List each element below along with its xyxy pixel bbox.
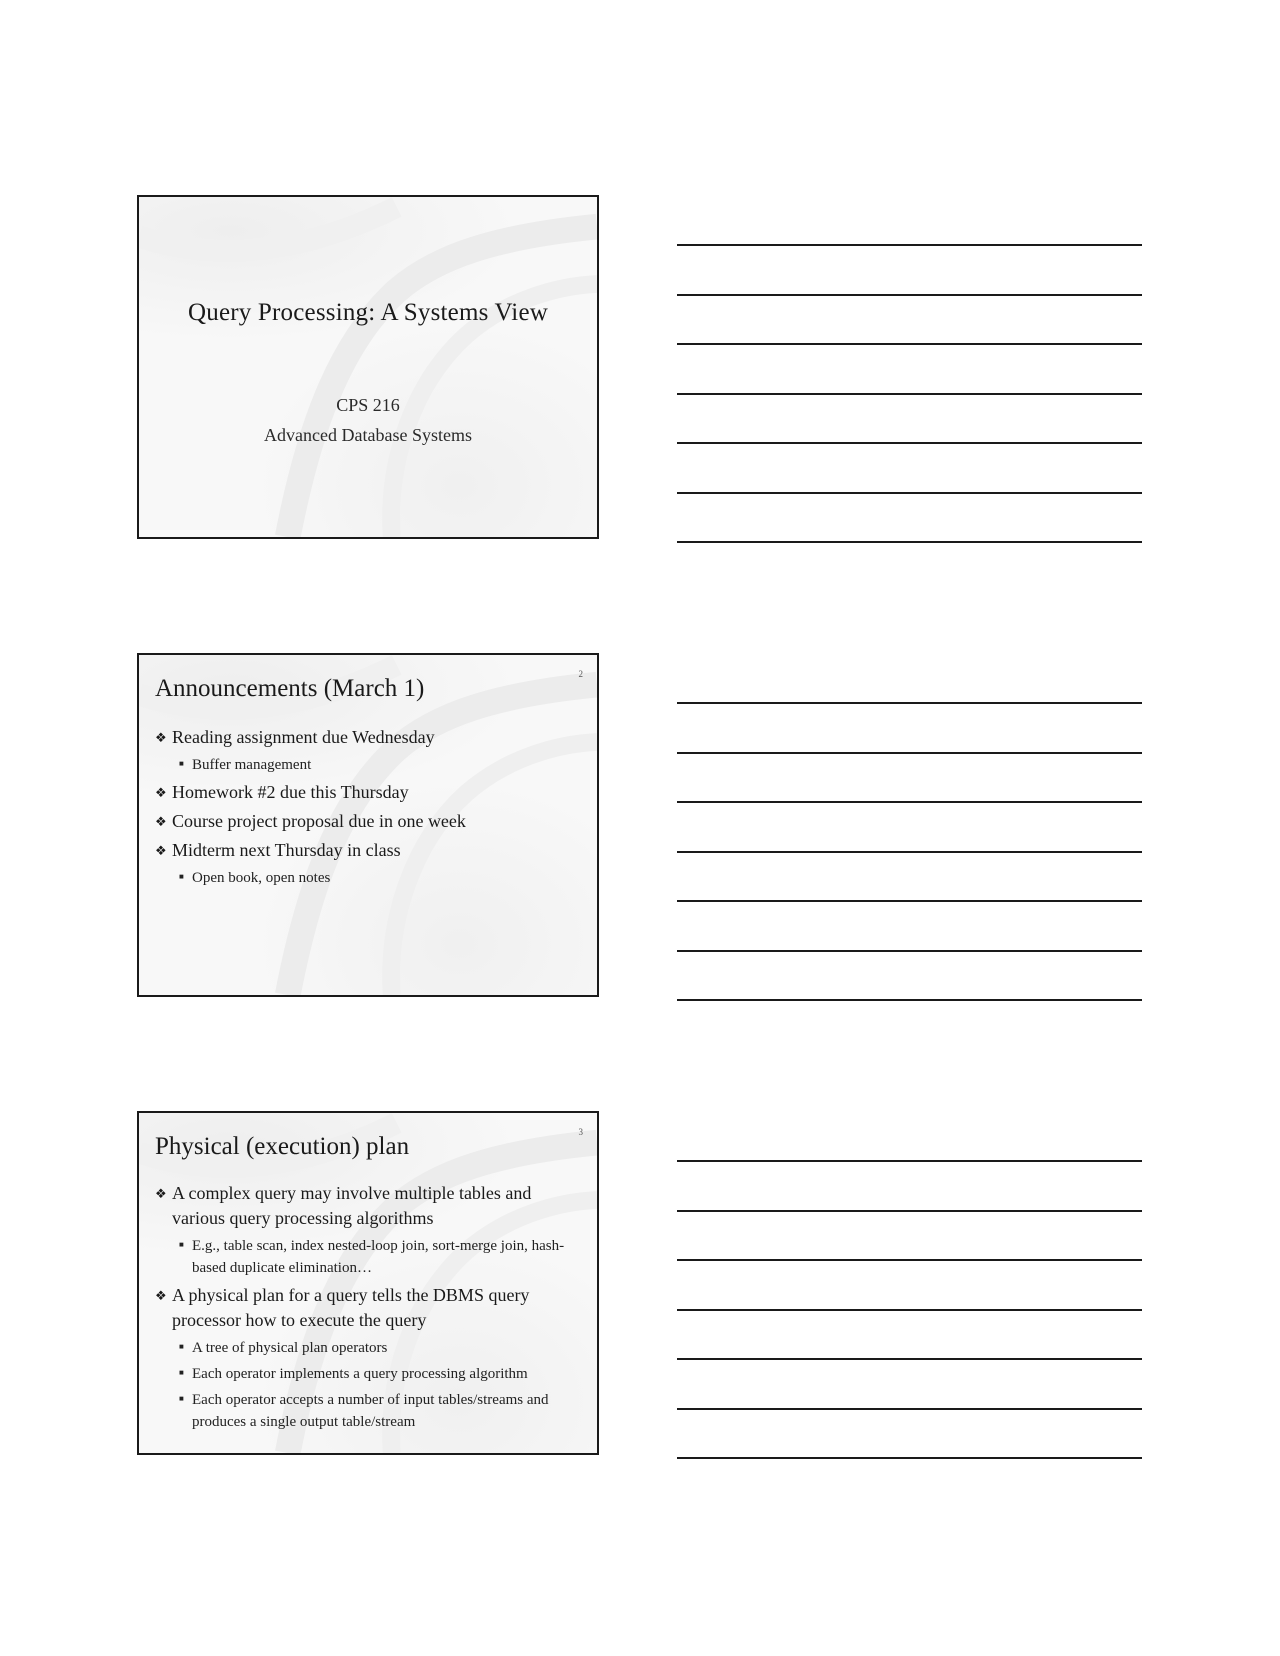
bullet-item: ❖ A complex query may involve multiple tables and various query processing algorithms [155, 1183, 532, 1228]
sub-bullet-item: ■ Each operator implements a query processing algorithm [155, 1363, 583, 1385]
note-line [677, 752, 1142, 754]
note-line [677, 1160, 1142, 1162]
course-code: CPS 216 [336, 395, 400, 415]
bullet-item: ❖ Midterm next Thursday in class [155, 838, 583, 863]
square-bullet-icon: ■ [179, 1368, 184, 1377]
diamond-bullet-icon: ❖ [155, 1288, 167, 1303]
note-line [677, 900, 1142, 902]
note-line [677, 1309, 1142, 1311]
diamond-bullet-icon: ❖ [155, 814, 167, 829]
square-bullet-icon: ■ [179, 872, 184, 881]
bullet-list [155, 725, 583, 893]
note-line [677, 950, 1142, 952]
slide-title: Physical (execution) plan [155, 1133, 410, 1160]
slide-3 [137, 1111, 599, 1455]
sub-bullet-item: ■ Buffer management [155, 754, 583, 776]
slide-number: 3 [578, 1127, 583, 1137]
course-name: Advanced Database Systems [264, 425, 472, 445]
bullet-item: ❖ Course project proposal due in one week [155, 809, 583, 834]
note-line [677, 393, 1142, 395]
note-line [677, 1408, 1142, 1410]
note-line [677, 999, 1142, 1001]
bullet-item: ❖ Homework #2 due this Thursday [155, 780, 583, 805]
sub-bullet-item: ■ A tree of physical plan operators [155, 1337, 583, 1359]
bullet-list [155, 1181, 583, 1437]
sub-bullet-item: ■ Each operator accepts a number of input tables/streams and produces a single output table/stream [155, 1389, 583, 1433]
square-bullet-icon: ■ [179, 1394, 184, 1403]
diamond-bullet-icon: ❖ [155, 1186, 167, 1201]
diamond-bullet-icon: ❖ [155, 730, 167, 745]
diamond-bullet-icon: ❖ [155, 843, 167, 858]
sub-bullet-item: ■ Open book, open notes [155, 867, 583, 889]
note-line [677, 1358, 1142, 1360]
square-bullet-icon: ■ [179, 1342, 184, 1351]
note-line [677, 702, 1142, 704]
slide-title: Query Processing: A Systems View [188, 299, 548, 326]
note-line [677, 541, 1142, 543]
note-line [677, 1259, 1142, 1261]
note-line [677, 492, 1142, 494]
note-line [677, 801, 1142, 803]
bullet-item: ❖ Reading assignment due Wednesday [155, 725, 583, 750]
slide-title: Announcements (March 1) [155, 675, 425, 702]
note-line [677, 442, 1142, 444]
slide-2 [137, 653, 599, 997]
note-line [677, 343, 1142, 345]
note-line [677, 244, 1142, 246]
slide-number: 2 [578, 669, 583, 679]
diamond-bullet-icon: ❖ [155, 785, 167, 800]
sub-bullet-item: ■ E.g., table scan, index nested-loop join, sort-merge join, hash-based duplicate elimination… [155, 1235, 583, 1279]
note-line [677, 1210, 1142, 1212]
square-bullet-icon: ■ [179, 759, 184, 768]
slide-1 [137, 195, 599, 539]
note-line [677, 1457, 1142, 1459]
background-swirl [139, 197, 597, 537]
note-line [677, 294, 1142, 296]
note-line [677, 851, 1142, 853]
square-bullet-icon: ■ [179, 1240, 184, 1249]
bullet-item: ❖ A physical plan for a query tells the DBMS query processor how to execute the query [155, 1285, 530, 1330]
